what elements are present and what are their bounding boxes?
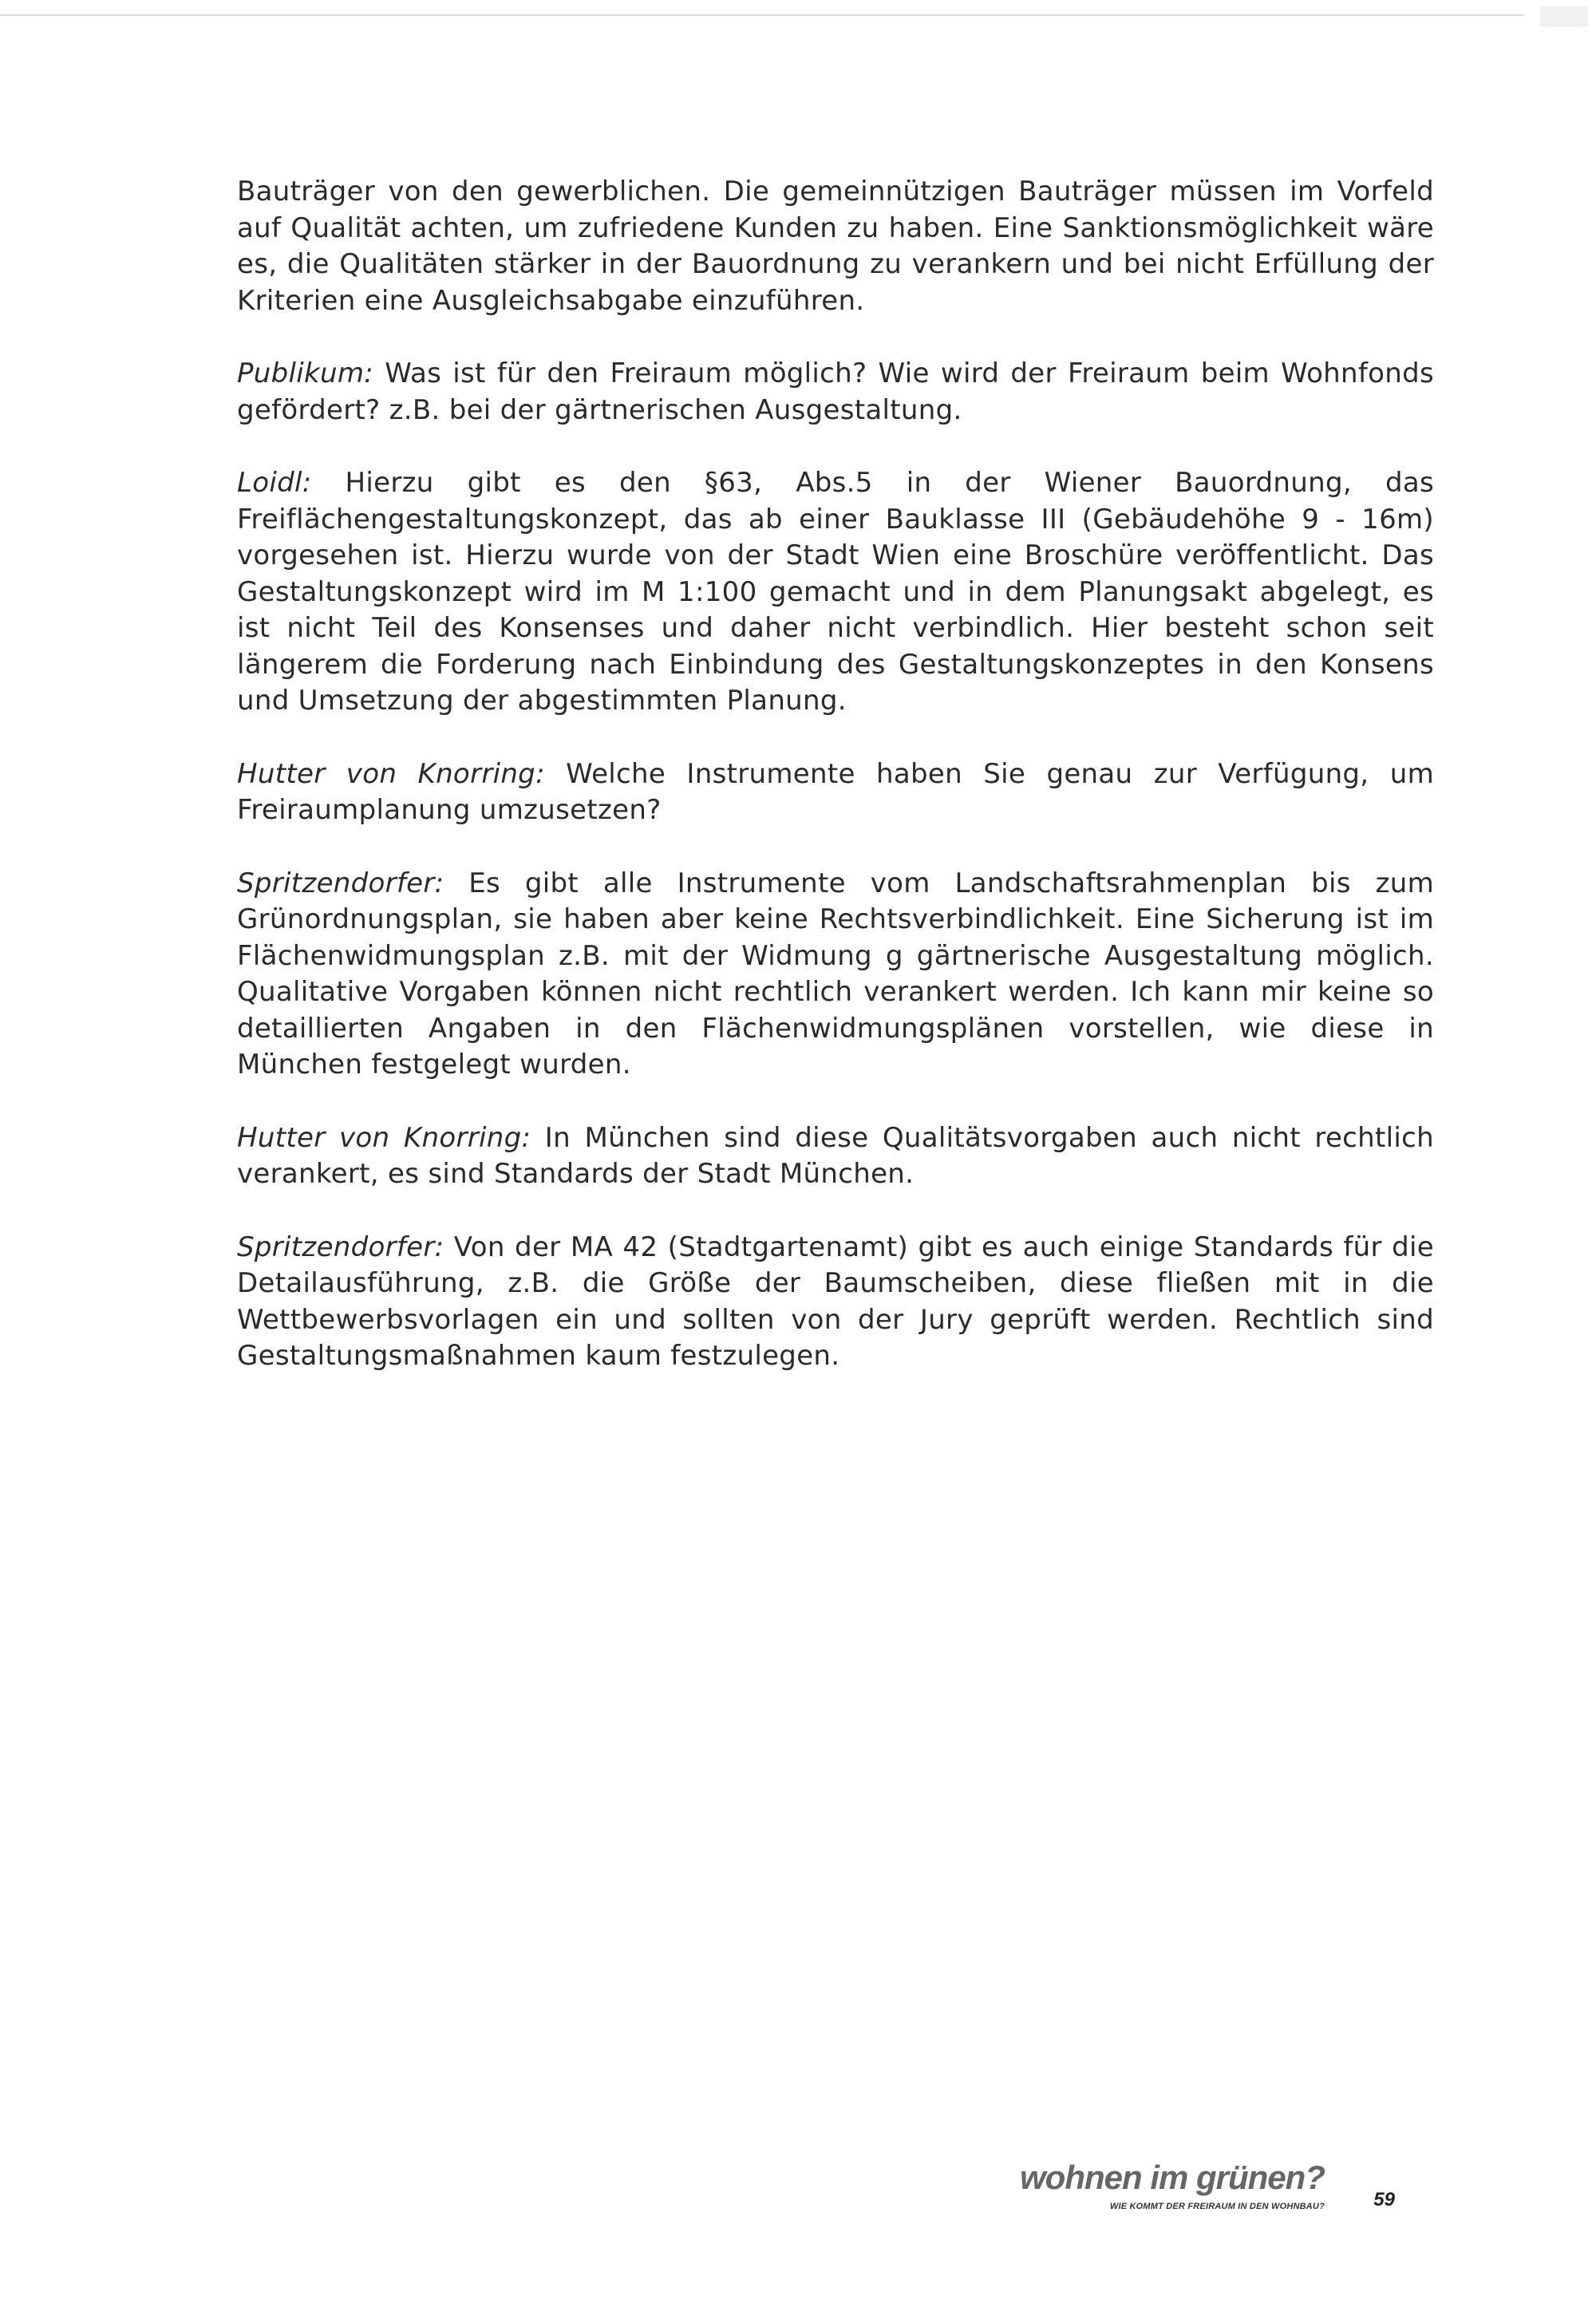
page-number: 59 [1373, 2189, 1395, 2210]
paragraph-text: Welche Instrumente haben Sie genau zur Verfügung, um Freiraumplanung umzusetzen? [237, 757, 1434, 826]
speaker-label: Publikum: [237, 358, 374, 389]
footer-subtitle: WIE KOMMT DER FREIRAUM IN DEN WOHNBAU? [1109, 2202, 1325, 2211]
paragraph-7 [237, 1230, 1434, 1375]
footer-title: wohnen im grünen? [1020, 2159, 1325, 2196]
paragraph-5 [237, 866, 1434, 1084]
speaker-label: Hutter von Knorring: [237, 757, 545, 790]
speaker-label: Loidl: [237, 467, 312, 499]
speaker-label: Spritzendorfer: [237, 1231, 444, 1263]
paragraph-3 [237, 465, 1434, 720]
paragraph-6 [237, 1120, 1434, 1193]
speaker-label: Hutter von Knorring: [237, 1121, 531, 1154]
paragraph-text: Bauträger von den gewerblichen. Die gemeinnützigen Bauträger müssen im Vorfeld auf Qualität achten, um zufriedene Kunden zu haben. Eine Sanktionsmöglichkeit wäre es, die Qualitäten stärker in der Bauordnung zu verankern und bei nicht Erfüllung der Kriterien eine Ausgleichsabgabe einzuführen. [237, 176, 1434, 317]
paragraph-text: Von der MA 42 (Stadtgartenamt) gibt es auch einige Standards für die Detailausführung, z.B. die Größe der Baumscheiben, diese fließen mit in die Wettbewerbsvorlagen ein und sollten von der Jury geprüft werden. Rechtlich sind Gestaltungsmaßnahmen kaum festzulegen. [237, 1231, 1434, 1372]
paragraph-2 [237, 356, 1434, 429]
page-footer [1020, 2159, 1436, 2238]
paragraph-text: In München sind diese Qualitätsvorgaben auch nicht rechtlich verankert, es sind Standards der Stadt München. [237, 1121, 1434, 1190]
paragraph-1 [237, 174, 1434, 319]
paragraph-text: Hierzu gibt es den §63, Abs.5 in der Wiener Bauordnung, das Freiflächengestaltungskonzept, das ab einer Bauklasse III (Gebäudehöhe 9 - 16m) vorgesehen ist. Hierzu wurde von der Stadt Wien eine Broschüre veröffentlicht. Das Gestaltungskonzept wird im M 1:100 gemacht und in dem Planungsakt abgelegt, es ist nicht Teil des Konsenses und daher nicht verbindlich. Hier besteht schon seit längerem die Forderung nach Einbindung des Gestaltungskonzeptes in den Konsens und Umsetzung der abgestimmten Planung. [237, 467, 1434, 717]
speaker-label: Spritzendorfer: [237, 867, 444, 899]
page-body [237, 174, 1434, 1412]
top-edge-mark [1540, 6, 1588, 27]
top-rule [0, 14, 1524, 16]
paragraph-4 [237, 757, 1434, 829]
paragraph-text: Es gibt alle Instrumente vom Landschaftsrahmenplan bis zum Grünordnungsplan, sie haben aber keine Rechtsverbindlichkeit. Eine Sicherung ist im Flächenwidmungsplan z.B. mit der Widmung g gärtnerische Ausgestaltung möglich. Qualitative Vorgaben können nicht rechtlich verankert werden. Ich kann mir keine so detaillierten Angaben in den Flächenwidmungsplänen vorstellen, wie diese in München festgelegt wurden. [237, 867, 1434, 1080]
paragraph-text: Was ist für den Freiraum möglich? Wie wird der Freiraum beim Wohnfonds gefördert? z.B. bei der gärtnerischen Ausgestaltung. [237, 358, 1434, 426]
